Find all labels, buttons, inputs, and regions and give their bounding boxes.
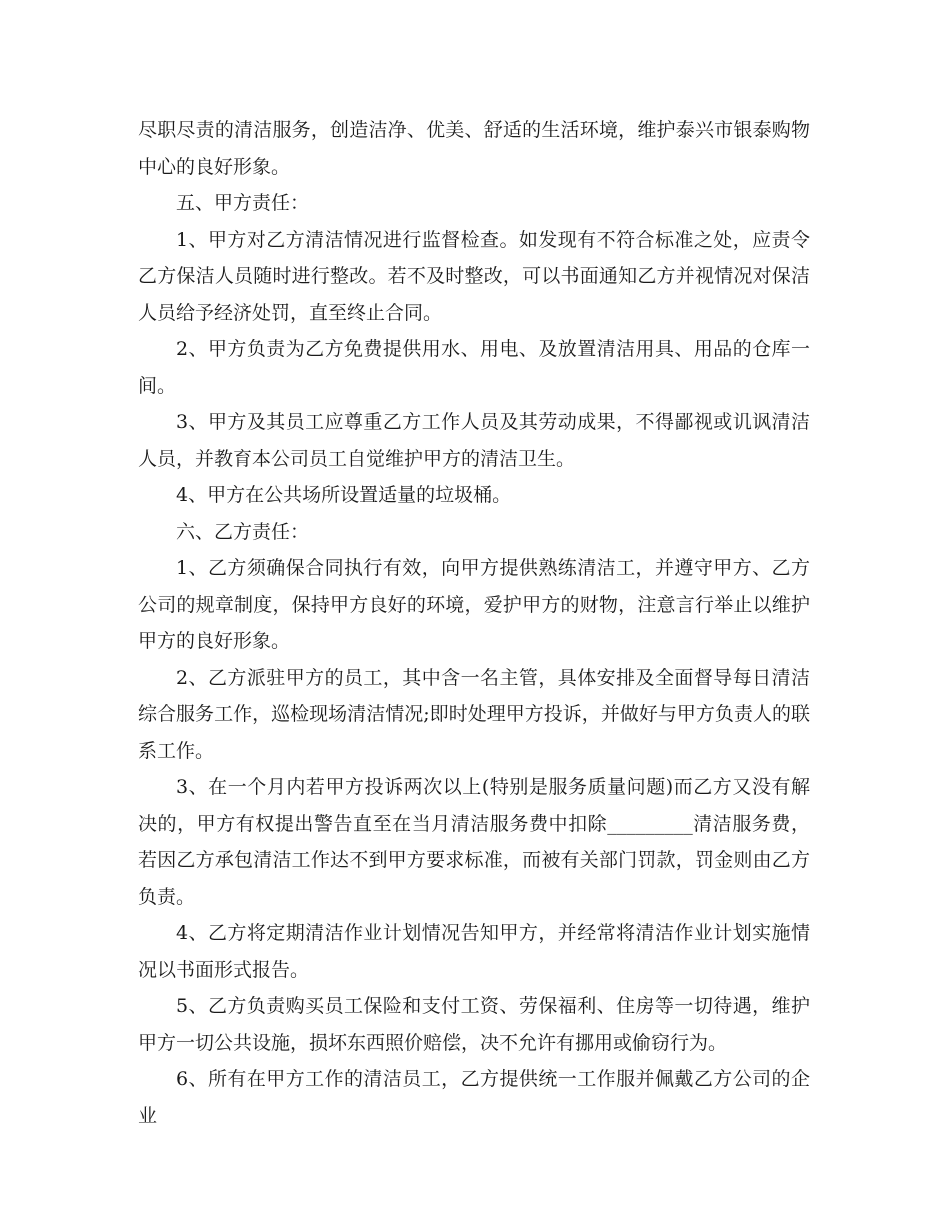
section-heading-party-b-duties: 六、乙方责任： [176,520,310,543]
list-item: 3、甲方及其员工应尊重乙方工作人员及其劳动成果，不得鄙视或讥讽清洁人员，并教育本公司员工自觉维护甲方的清洁卫生。 [138,411,810,470]
list-item: 4、乙方将定期清洁作业计划情况告知甲方，并经常将清洁作业计划实施情况以书面形式报告。 [138,922,810,981]
document-body [138,112,810,1134]
section-heading-party-a-duties: 五、甲方责任： [176,192,310,214]
list-item: 1、乙方须确保合同执行有效，向甲方提供熟练清洁工，并遵守甲方、乙方公司的规章制度，保持甲方良好的环境，爱护甲方的财物，注意言行举止以维护甲方的良好形象。 [138,557,810,652]
list-item: 4、甲方在公共场所设置适量的垃圾桶。 [176,484,512,506]
list-item: 2、甲方负责为乙方免费提供用水、用电、及放置清洁用具、用品的仓库一间。 [138,338,810,397]
list-item: 6、所有在甲方工作的清洁员工，乙方提供统一工作服并佩戴乙方公司的企业 [138,1068,810,1127]
paragraph-continuation: 尽职尽责的清洁服务，创造洁净、优美、舒适的生活环境，维护泰兴市银泰购物中心的良好形象。 [138,119,810,178]
list-item: 5、乙方负责购买员工保险和支付工资、劳保福利、住房等一切待遇，维护甲方一切公共设施，损坏东西照价赔偿，决不允许有挪用或偷窃行为。 [138,995,810,1054]
list-item: 2、乙方派驻甲方的员工，其中含一名主管，具体安排及全面督导每日清洁综合服务工作，巡检现场清洁情况;即时处理甲方投诉，并做好与甲方负责人的联系工作。 [138,666,810,762]
list-item: 1、甲方对乙方清洁情况进行监督检查。如发现有不符合标准之处，应责令乙方保洁人员随时进行整改。若不及时整改，可以书面通知乙方并视情况对保洁人员给予经济处罚，直至终止合同。 [138,228,810,324]
list-item: 3、在一个月内若甲方投诉两次以上(特别是服务质量问题)而乙方又没有解决的，甲方有权提出警告直至在当月清洁服务费中扣除_________清洁服务费，若因乙方承包清洁工作达不到甲方要求标准，而被有关部门罚款，罚金则由乙方负责。 [138,776,810,908]
